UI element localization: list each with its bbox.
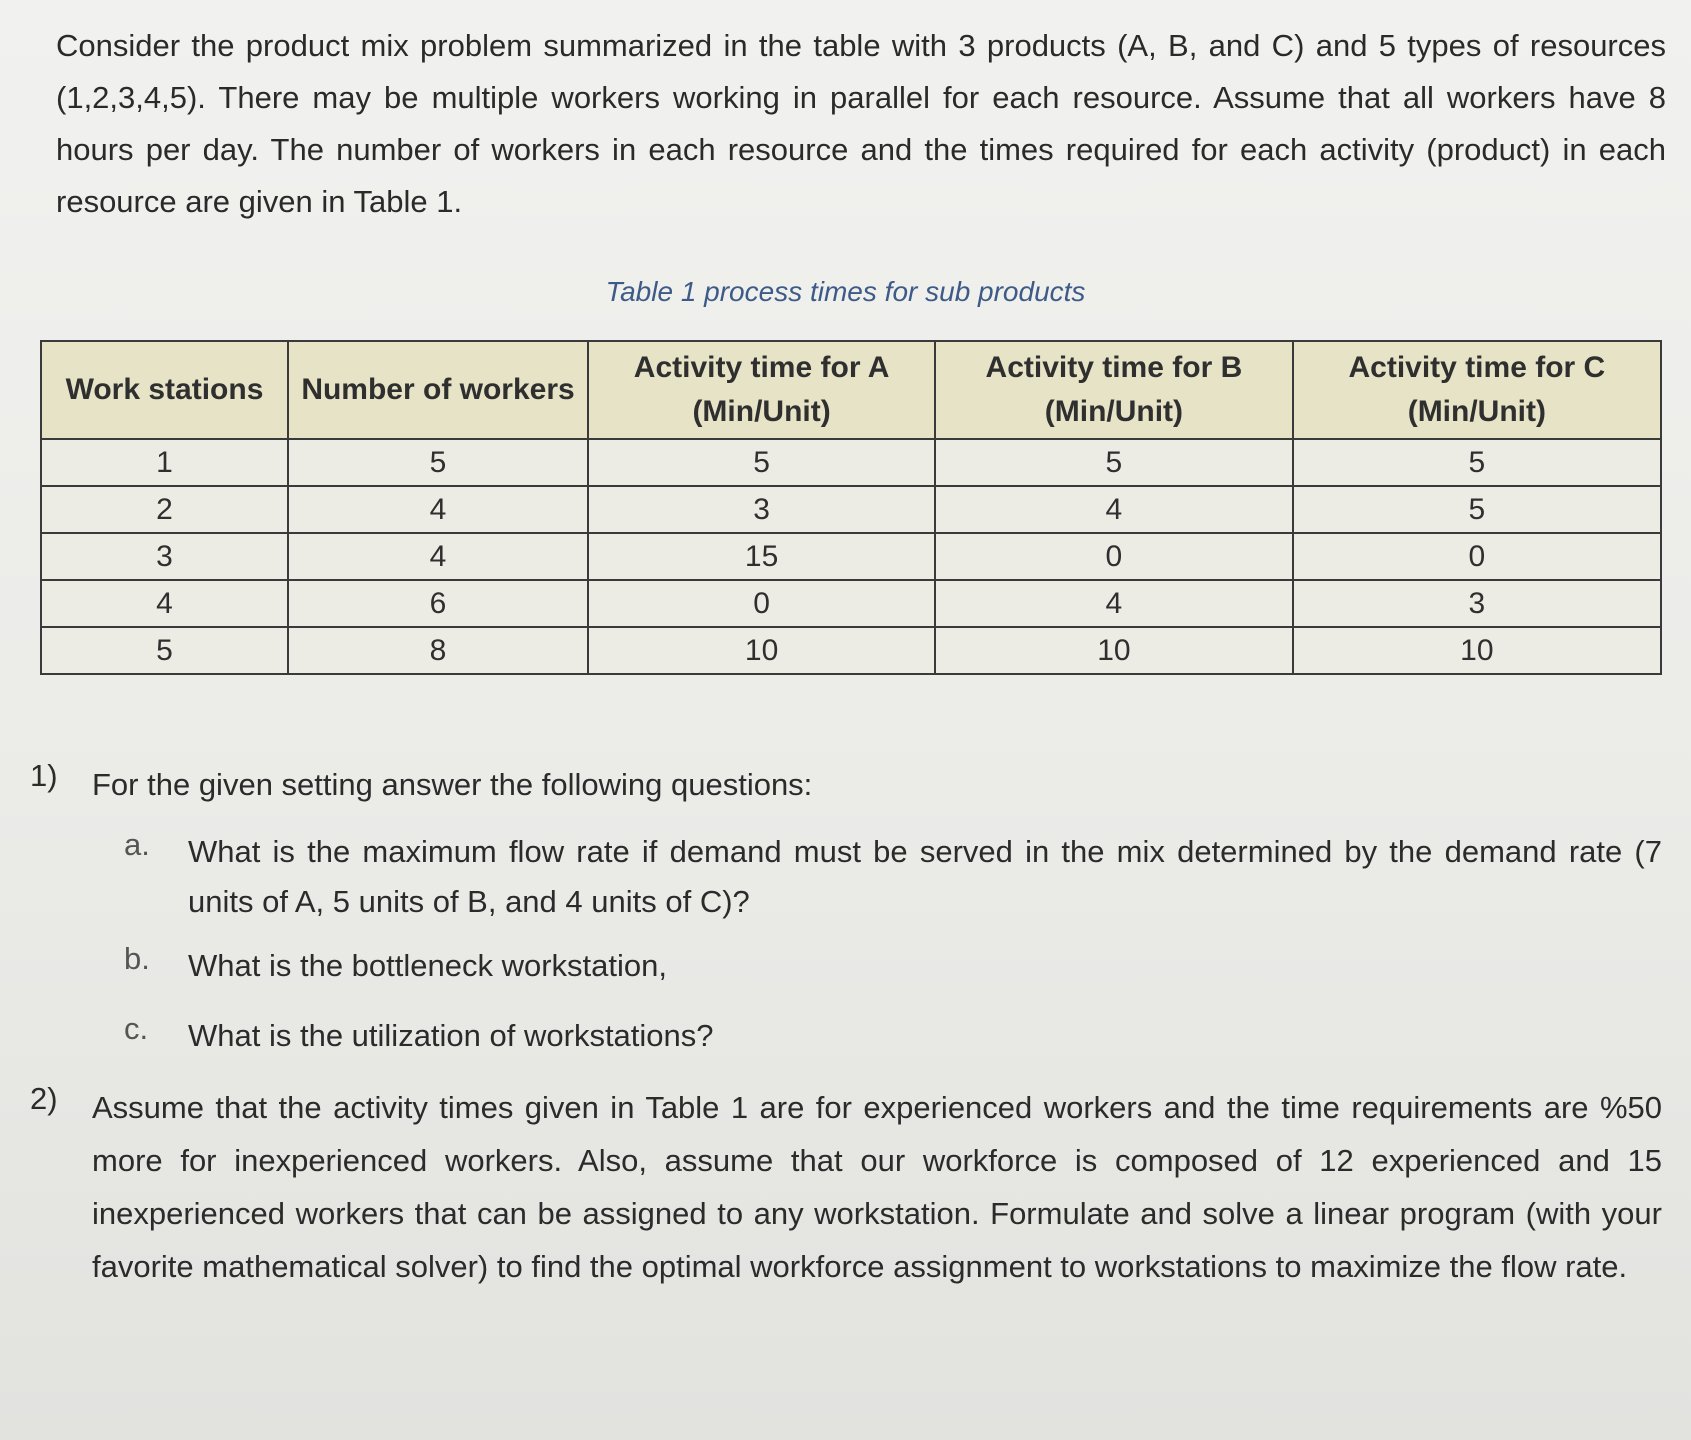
question-text: What is the utilization of workstations? [188,1018,714,1053]
table-caption: Table 1 process times for sub products [605,276,1086,307]
table-header-row [41,341,1661,439]
cell-station: 3 [41,533,288,580]
cell-time-b: 5 [935,439,1293,486]
question-2 [30,1081,1662,1293]
table-row [41,580,1661,627]
cell-time-a: 5 [588,439,935,486]
cell-workers: 5 [288,439,588,486]
cell-time-a: 0 [588,580,935,627]
cell-time-c: 0 [1293,533,1661,580]
question-1b [92,941,1662,991]
cell-time-b: 4 [935,580,1293,627]
question-number: 2) [30,1081,58,1116]
cell-time-c: 10 [1293,627,1661,674]
cell-time-a: 10 [588,627,935,674]
header-activity-time-c: Activity time for C (Min/Unit) [1293,341,1661,439]
cell-station: 2 [41,486,288,533]
question-1 [30,758,1662,811]
cell-time-b: 0 [935,533,1293,580]
cell-workers: 8 [288,627,588,674]
cell-workers: 4 [288,533,588,580]
cell-time-c: 5 [1293,439,1661,486]
question-text: What is the maximum flow rate if demand must be served in the mix determined by the demand rate (7 units of A, 5 units of B, and 4 units of C)? [188,834,1662,919]
cell-station: 4 [41,580,288,627]
question-number: 1) [30,758,58,793]
questions-section [30,758,1662,1293]
cell-time-a: 3 [588,486,935,533]
cell-workers: 4 [288,486,588,533]
cell-station: 1 [41,439,288,486]
process-times-table [40,340,1662,675]
table-row [41,439,1661,486]
header-activity-time-a: Activity time for A (Min/Unit) [588,341,935,439]
header-activity-time-b: Activity time for B (Min/Unit) [935,341,1293,439]
table-row [41,533,1661,580]
question-letter: a. [124,827,150,862]
cell-time-b: 10 [935,627,1293,674]
question-1a [92,827,1662,927]
table-row [41,627,1661,674]
cell-time-a: 15 [588,533,935,580]
cell-time-c: 5 [1293,486,1661,533]
question-letter: c. [124,1011,149,1046]
cell-time-b: 4 [935,486,1293,533]
header-work-stations: Work stations [41,341,288,439]
question-text: What is the bottleneck workstation, [188,948,668,983]
cell-time-c: 3 [1293,580,1661,627]
table-row [41,486,1661,533]
question-text: For the given setting answer the following questions: [92,767,813,802]
question-letter: b. [124,941,150,976]
question-1c [92,1011,1662,1061]
header-number-of-workers: Number of workers [288,341,588,439]
cell-station: 5 [41,627,288,674]
question-text: Assume that the activity times given in Table 1 are for experienced workers and the time requirements are %50 more for inexperienced workers. Also, assume that our workforce is composed of 12 experienced and 15 inexperienced workers that can be assigned to any workstation. Formulate and solve a linear program (with your favorite mathematical solver) to find the optimal workforce assignment to workstations to maximize the flow rate. [92,1090,1662,1284]
intro-paragraph: Consider the product mix problem summarized in the table with 3 products (A, B, and C) and 5 types of resources (1,2,3,4,5). There may be multiple workers working in parallel for each resource. Assume that all workers have 8 hours per day. The number of workers in each resource and the times required for each activity (product) in each resource are given in Table 1. [56,28,1666,219]
cell-workers: 6 [288,580,588,627]
